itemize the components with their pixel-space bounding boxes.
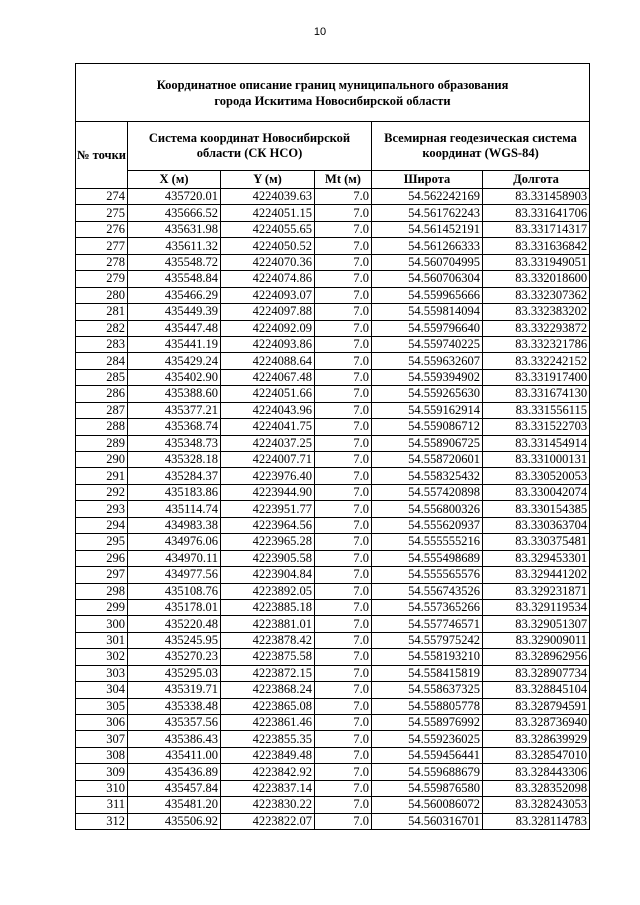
y-cell: 4224093.86 xyxy=(221,336,315,352)
y-cell: 4223875.58 xyxy=(221,649,315,665)
point-number-cell: 283 xyxy=(76,336,128,352)
point-number-cell: 305 xyxy=(76,698,128,714)
mt-cell: 7.0 xyxy=(315,583,372,599)
latitude-cell: 54.560316701 xyxy=(372,813,483,829)
y-cell: 4224043.96 xyxy=(221,402,315,418)
table-row xyxy=(76,632,590,648)
point-number-cell: 278 xyxy=(76,254,128,270)
point-number-cell: 307 xyxy=(76,731,128,747)
point-number-cell: 300 xyxy=(76,616,128,632)
mt-cell: 7.0 xyxy=(315,731,372,747)
latitude-cell: 54.559814094 xyxy=(372,304,483,320)
mt-cell: 7.0 xyxy=(315,386,372,402)
x-cell: 435720.01 xyxy=(128,189,221,205)
x-cell: 435319.71 xyxy=(128,682,221,698)
mt-cell: 7.0 xyxy=(315,764,372,780)
y-cell: 4223872.15 xyxy=(221,665,315,681)
x-cell: 435548.72 xyxy=(128,254,221,270)
x-cell: 435284.37 xyxy=(128,468,221,484)
mt-cell: 7.0 xyxy=(315,665,372,681)
x-cell: 434970.11 xyxy=(128,550,221,566)
table-row xyxy=(76,369,590,385)
y-cell: 4223964.56 xyxy=(221,517,315,533)
latitude-cell: 54.558906725 xyxy=(372,435,483,451)
table-row xyxy=(76,780,590,796)
table-row xyxy=(76,649,590,665)
longitude-cell: 83.331522703 xyxy=(483,419,590,435)
latitude-cell: 54.561266333 xyxy=(372,238,483,254)
x-cell: 435270.23 xyxy=(128,649,221,665)
longitude-cell: 83.331714317 xyxy=(483,221,590,237)
latitude-cell: 54.559456441 xyxy=(372,747,483,763)
longitude-cell: 83.329453301 xyxy=(483,550,590,566)
point-number-cell: 290 xyxy=(76,452,128,468)
latitude-cell: 54.559688679 xyxy=(372,764,483,780)
latitude-cell: 54.556743526 xyxy=(372,583,483,599)
table-row xyxy=(76,517,590,533)
y-cell: 4223878.42 xyxy=(221,632,315,648)
latitude-cell: 54.558637325 xyxy=(372,682,483,698)
longitude-cell: 83.332321786 xyxy=(483,336,590,352)
mt-cell: 7.0 xyxy=(315,780,372,796)
table-title xyxy=(76,64,590,122)
point-number-cell: 287 xyxy=(76,402,128,418)
longitude-cell: 83.330042074 xyxy=(483,484,590,500)
x-cell: 435178.01 xyxy=(128,599,221,615)
latitude-cell: 54.558325432 xyxy=(372,468,483,484)
table-row xyxy=(76,715,590,731)
mt-cell: 7.0 xyxy=(315,484,372,500)
point-number-cell: 277 xyxy=(76,238,128,254)
mt-cell: 7.0 xyxy=(315,682,372,698)
point-number-cell: 312 xyxy=(76,813,128,829)
x-cell: 435411.00 xyxy=(128,747,221,763)
x-cell: 435348.73 xyxy=(128,435,221,451)
y-cell: 4224074.86 xyxy=(221,271,315,287)
mt-cell: 7.0 xyxy=(315,550,372,566)
latitude-cell: 54.555620937 xyxy=(372,517,483,533)
col-header-x: X (м) xyxy=(128,171,221,189)
y-cell: 4224051.15 xyxy=(221,205,315,221)
x-cell: 435466.29 xyxy=(128,287,221,303)
y-cell: 4224037.25 xyxy=(221,435,315,451)
y-cell: 4224088.64 xyxy=(221,353,315,369)
longitude-cell: 83.331458903 xyxy=(483,189,590,205)
col-header-latitude: Широта xyxy=(372,171,483,189)
point-number-cell: 279 xyxy=(76,271,128,287)
table-row xyxy=(76,682,590,698)
table-row xyxy=(76,747,590,763)
y-cell: 4224070.36 xyxy=(221,254,315,270)
latitude-cell: 54.559265630 xyxy=(372,386,483,402)
x-cell: 435436.89 xyxy=(128,764,221,780)
longitude-cell: 83.330154385 xyxy=(483,501,590,517)
x-cell: 434977.56 xyxy=(128,567,221,583)
x-cell: 435388.60 xyxy=(128,386,221,402)
mt-cell: 7.0 xyxy=(315,797,372,813)
point-number-cell: 302 xyxy=(76,649,128,665)
table-row xyxy=(76,452,590,468)
table-row xyxy=(76,435,590,451)
y-cell: 4223861.46 xyxy=(221,715,315,731)
longitude-cell: 83.328352098 xyxy=(483,780,590,796)
longitude-cell: 83.329009011 xyxy=(483,632,590,648)
table-row xyxy=(76,550,590,566)
latitude-cell: 54.559162914 xyxy=(372,402,483,418)
table-row xyxy=(76,731,590,747)
point-number-cell: 281 xyxy=(76,304,128,320)
y-cell: 4223855.35 xyxy=(221,731,315,747)
longitude-cell: 83.330375481 xyxy=(483,534,590,550)
x-cell: 435481.20 xyxy=(128,797,221,813)
table-row xyxy=(76,534,590,550)
latitude-cell: 54.560706304 xyxy=(372,271,483,287)
mt-cell: 7.0 xyxy=(315,567,372,583)
latitude-cell: 54.557975242 xyxy=(372,632,483,648)
latitude-cell: 54.560704995 xyxy=(372,254,483,270)
table-row xyxy=(76,501,590,517)
mt-cell: 7.0 xyxy=(315,271,372,287)
latitude-cell: 54.559086712 xyxy=(372,419,483,435)
y-cell: 4223904.84 xyxy=(221,567,315,583)
mt-cell: 7.0 xyxy=(315,205,372,221)
y-cell: 4224041.75 xyxy=(221,419,315,435)
mt-cell: 7.0 xyxy=(315,320,372,336)
mt-cell: 7.0 xyxy=(315,336,372,352)
mt-cell: 7.0 xyxy=(315,517,372,533)
table-title-line1: Координатное описание границ муниципального образования xyxy=(156,77,509,92)
table-row xyxy=(76,665,590,681)
point-number-cell: 310 xyxy=(76,780,128,796)
y-cell: 4224050.52 xyxy=(221,238,315,254)
point-number-cell: 298 xyxy=(76,583,128,599)
col-group-nso: Система координат Новосибирской области (СК НСО) xyxy=(128,122,372,171)
longitude-cell: 83.330363704 xyxy=(483,517,590,533)
latitude-cell: 54.555565576 xyxy=(372,567,483,583)
y-cell: 4224051.66 xyxy=(221,386,315,402)
table-row xyxy=(76,271,590,287)
mt-cell: 7.0 xyxy=(315,813,372,829)
table-row xyxy=(76,698,590,714)
point-number-cell: 294 xyxy=(76,517,128,533)
table-row xyxy=(76,764,590,780)
table-row xyxy=(76,254,590,270)
point-number-cell: 301 xyxy=(76,632,128,648)
x-cell: 435183.86 xyxy=(128,484,221,500)
longitude-cell: 83.328443306 xyxy=(483,764,590,780)
point-number-cell: 286 xyxy=(76,386,128,402)
longitude-cell: 83.332293872 xyxy=(483,320,590,336)
y-cell: 4224092.09 xyxy=(221,320,315,336)
table-row xyxy=(76,304,590,320)
mt-cell: 7.0 xyxy=(315,304,372,320)
x-cell: 434976.06 xyxy=(128,534,221,550)
x-cell: 435611.32 xyxy=(128,238,221,254)
longitude-cell: 83.331949051 xyxy=(483,254,590,270)
latitude-cell: 54.555498689 xyxy=(372,550,483,566)
table-row xyxy=(76,287,590,303)
table-row xyxy=(76,567,590,583)
latitude-cell: 54.559394902 xyxy=(372,369,483,385)
y-cell: 4223905.58 xyxy=(221,550,315,566)
latitude-cell: 54.559236025 xyxy=(372,731,483,747)
x-cell: 435338.48 xyxy=(128,698,221,714)
x-cell: 435449.39 xyxy=(128,304,221,320)
latitude-cell: 54.559965666 xyxy=(372,287,483,303)
longitude-cell: 83.331636842 xyxy=(483,238,590,254)
longitude-cell: 83.328114783 xyxy=(483,813,590,829)
col-header-mt: Mt (м) xyxy=(315,171,372,189)
latitude-cell: 54.559740225 xyxy=(372,336,483,352)
point-number-cell: 274 xyxy=(76,189,128,205)
longitude-cell: 83.332018600 xyxy=(483,271,590,287)
point-number-cell: 297 xyxy=(76,567,128,583)
latitude-cell: 54.556800326 xyxy=(372,501,483,517)
point-number-cell: 308 xyxy=(76,747,128,763)
table-row xyxy=(76,599,590,615)
mt-cell: 7.0 xyxy=(315,221,372,237)
longitude-cell: 83.331000131 xyxy=(483,452,590,468)
point-number-cell: 299 xyxy=(76,599,128,615)
longitude-cell: 83.330520053 xyxy=(483,468,590,484)
longitude-cell: 83.328639929 xyxy=(483,731,590,747)
longitude-cell: 83.331454914 xyxy=(483,435,590,451)
longitude-cell: 83.328794591 xyxy=(483,698,590,714)
x-cell: 435328.18 xyxy=(128,452,221,468)
x-cell: 435631.98 xyxy=(128,221,221,237)
table-row xyxy=(76,468,590,484)
y-cell: 4223944.90 xyxy=(221,484,315,500)
latitude-cell: 54.558720601 xyxy=(372,452,483,468)
point-number-cell: 292 xyxy=(76,484,128,500)
latitude-cell: 54.557420898 xyxy=(372,484,483,500)
table-row xyxy=(76,813,590,829)
y-cell: 4223842.92 xyxy=(221,764,315,780)
latitude-cell: 54.558415819 xyxy=(372,665,483,681)
coordinates-table xyxy=(75,63,590,830)
table-row xyxy=(76,797,590,813)
y-cell: 4224007.71 xyxy=(221,452,315,468)
y-cell: 4223885.18 xyxy=(221,599,315,615)
mt-cell: 7.0 xyxy=(315,698,372,714)
latitude-cell: 54.557365266 xyxy=(372,599,483,615)
latitude-cell: 54.558193210 xyxy=(372,649,483,665)
mt-cell: 7.0 xyxy=(315,189,372,205)
y-cell: 4223822.07 xyxy=(221,813,315,829)
x-cell: 435220.48 xyxy=(128,616,221,632)
longitude-cell: 83.331556115 xyxy=(483,402,590,418)
point-number-cell: 284 xyxy=(76,353,128,369)
col-header-y: Y (м) xyxy=(221,171,315,189)
y-cell: 4223965.28 xyxy=(221,534,315,550)
table-row xyxy=(76,205,590,221)
y-cell: 4223881.01 xyxy=(221,616,315,632)
table-row xyxy=(76,386,590,402)
page-number: 10 xyxy=(313,26,327,38)
mt-cell: 7.0 xyxy=(315,599,372,615)
x-cell: 435295.03 xyxy=(128,665,221,681)
latitude-cell: 54.558976992 xyxy=(372,715,483,731)
mt-cell: 7.0 xyxy=(315,452,372,468)
x-cell: 435114.74 xyxy=(128,501,221,517)
latitude-cell: 54.562242169 xyxy=(372,189,483,205)
col-group-wgs84: Всемирная геодезическая система координат (WGS-84) xyxy=(372,122,590,171)
longitude-cell: 83.329051307 xyxy=(483,616,590,632)
x-cell: 435457.84 xyxy=(128,780,221,796)
mt-cell: 7.0 xyxy=(315,632,372,648)
table-row xyxy=(76,616,590,632)
mt-cell: 7.0 xyxy=(315,419,372,435)
point-number-cell: 275 xyxy=(76,205,128,221)
latitude-cell: 54.561762243 xyxy=(372,205,483,221)
mt-cell: 7.0 xyxy=(315,238,372,254)
mt-cell: 7.0 xyxy=(315,353,372,369)
point-number-cell: 303 xyxy=(76,665,128,681)
x-cell: 435386.43 xyxy=(128,731,221,747)
point-number-cell: 293 xyxy=(76,501,128,517)
x-cell: 435441.19 xyxy=(128,336,221,352)
mt-cell: 7.0 xyxy=(315,649,372,665)
y-cell: 4223837.14 xyxy=(221,780,315,796)
longitude-cell: 83.328736940 xyxy=(483,715,590,731)
mt-cell: 7.0 xyxy=(315,747,372,763)
x-cell: 435447.48 xyxy=(128,320,221,336)
x-cell: 435377.21 xyxy=(128,402,221,418)
x-cell: 435548.84 xyxy=(128,271,221,287)
y-cell: 4223951.77 xyxy=(221,501,315,517)
longitude-cell: 83.328243053 xyxy=(483,797,590,813)
y-cell: 4224039.63 xyxy=(221,189,315,205)
longitude-cell: 83.328845104 xyxy=(483,682,590,698)
y-cell: 4223865.08 xyxy=(221,698,315,714)
point-number-cell: 282 xyxy=(76,320,128,336)
latitude-cell: 54.559632607 xyxy=(372,353,483,369)
point-number-cell: 311 xyxy=(76,797,128,813)
latitude-cell: 54.557746571 xyxy=(372,616,483,632)
table-row xyxy=(76,402,590,418)
point-number-cell: 288 xyxy=(76,419,128,435)
longitude-cell: 83.329231871 xyxy=(483,583,590,599)
table-row xyxy=(76,189,590,205)
table-row xyxy=(76,238,590,254)
point-number-cell: 280 xyxy=(76,287,128,303)
mt-cell: 7.0 xyxy=(315,715,372,731)
x-cell: 435506.92 xyxy=(128,813,221,829)
point-number-cell: 285 xyxy=(76,369,128,385)
latitude-cell: 54.561452191 xyxy=(372,221,483,237)
table-row xyxy=(76,419,590,435)
mt-cell: 7.0 xyxy=(315,254,372,270)
longitude-cell: 83.332307362 xyxy=(483,287,590,303)
table-row xyxy=(76,221,590,237)
longitude-cell: 83.328907734 xyxy=(483,665,590,681)
point-number-cell: 276 xyxy=(76,221,128,237)
longitude-cell: 83.331917400 xyxy=(483,369,590,385)
table-body xyxy=(76,189,590,830)
mt-cell: 7.0 xyxy=(315,369,372,385)
latitude-cell: 54.559796640 xyxy=(372,320,483,336)
point-number-cell: 289 xyxy=(76,435,128,451)
x-cell: 435429.24 xyxy=(128,353,221,369)
mt-cell: 7.0 xyxy=(315,468,372,484)
y-cell: 4223849.48 xyxy=(221,747,315,763)
point-number-cell: 304 xyxy=(76,682,128,698)
point-number-cell: 295 xyxy=(76,534,128,550)
x-cell: 435357.56 xyxy=(128,715,221,731)
x-cell: 435108.76 xyxy=(128,583,221,599)
y-cell: 4223830.22 xyxy=(221,797,315,813)
x-cell: 435666.52 xyxy=(128,205,221,221)
mt-cell: 7.0 xyxy=(315,616,372,632)
y-cell: 4223892.05 xyxy=(221,583,315,599)
longitude-cell: 83.331674130 xyxy=(483,386,590,402)
latitude-cell: 54.560086072 xyxy=(372,797,483,813)
y-cell: 4224093.07 xyxy=(221,287,315,303)
table-row xyxy=(76,336,590,352)
table-row xyxy=(76,484,590,500)
y-cell: 4224067.48 xyxy=(221,369,315,385)
col-header-longitude: Долгота xyxy=(483,171,590,189)
point-number-cell: 309 xyxy=(76,764,128,780)
point-number-cell: 291 xyxy=(76,468,128,484)
mt-cell: 7.0 xyxy=(315,287,372,303)
point-number-cell: 296 xyxy=(76,550,128,566)
mt-cell: 7.0 xyxy=(315,402,372,418)
longitude-cell: 83.328962956 xyxy=(483,649,590,665)
table-row xyxy=(76,583,590,599)
latitude-cell: 54.559876580 xyxy=(372,780,483,796)
table-row xyxy=(76,353,590,369)
longitude-cell: 83.329119534 xyxy=(483,599,590,615)
x-cell: 435402.90 xyxy=(128,369,221,385)
table-title-line2: города Искитима Новосибирской области xyxy=(214,93,451,108)
mt-cell: 7.0 xyxy=(315,501,372,517)
y-cell: 4223976.40 xyxy=(221,468,315,484)
col-header-point-number: № точки xyxy=(76,122,128,189)
mt-cell: 7.0 xyxy=(315,435,372,451)
y-cell: 4224055.65 xyxy=(221,221,315,237)
longitude-cell: 83.329441202 xyxy=(483,567,590,583)
mt-cell: 7.0 xyxy=(315,534,372,550)
x-cell: 435368.74 xyxy=(128,419,221,435)
latitude-cell: 54.555555216 xyxy=(372,534,483,550)
y-cell: 4224097.88 xyxy=(221,304,315,320)
longitude-cell: 83.328547010 xyxy=(483,747,590,763)
table-row xyxy=(76,320,590,336)
x-cell: 435245.95 xyxy=(128,632,221,648)
x-cell: 434983.38 xyxy=(128,517,221,533)
longitude-cell: 83.332242152 xyxy=(483,353,590,369)
latitude-cell: 54.558805778 xyxy=(372,698,483,714)
longitude-cell: 83.331641706 xyxy=(483,205,590,221)
y-cell: 4223868.24 xyxy=(221,682,315,698)
longitude-cell: 83.332383202 xyxy=(483,304,590,320)
point-number-cell: 306 xyxy=(76,715,128,731)
